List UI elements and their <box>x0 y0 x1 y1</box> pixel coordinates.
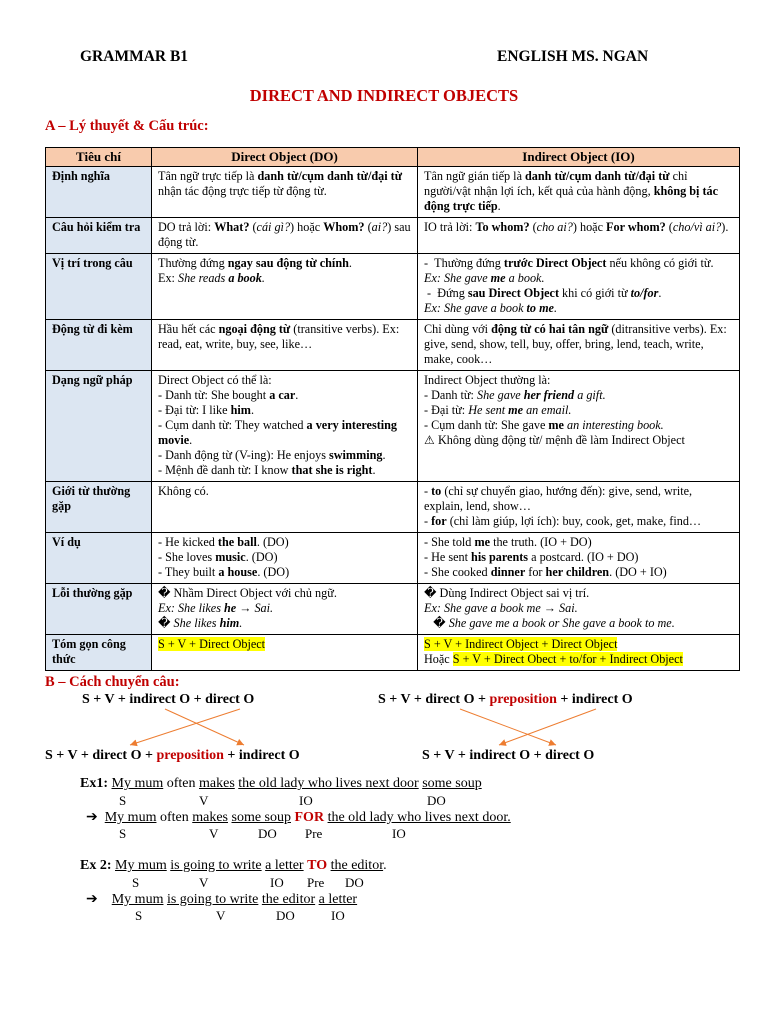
indirect-object-cell: � Dùng Indirect Object sai vị trí. Ex: She gave a book me → Sai. � She gave me a book or She gave a book to me. <box>418 584 740 635</box>
ex2-sentence: Ex 2: My mum is going to write a letter TO the editor. <box>80 858 387 873</box>
direct-object-cell: Direct Object có thể là: - Danh từ: She bought a car. - Đại từ: I like him. - Cụm danh từ: They watched a very interesting movie. - Danh động từ (V-ing): He enjoys swimming. - Mệnh đề danh từ: I know that she is right. <box>152 371 418 482</box>
ex1b-label-pre: Pre <box>305 826 323 841</box>
formula-top-left: S + V + indirect O + direct O <box>82 692 255 707</box>
row-criteria: Dạng ngữ pháp <box>46 371 152 482</box>
formula-bottom-right: S + V + indirect O + direct O <box>422 748 595 763</box>
indirect-object-cell: IO trả lời: To whom? (cho ai?) hoặc For whom? (cho/vì ai?). <box>418 218 740 254</box>
ex1-label: Ex1: <box>80 776 108 791</box>
row-criteria: Định nghĩa <box>46 167 152 218</box>
ex1-label-io: IO <box>299 793 313 808</box>
ex2b-label-do: DO <box>276 908 295 923</box>
ex2-label-pre: Pre <box>307 875 325 890</box>
direct-object-cell: � Nhầm Direct Object với chủ ngữ. Ex: She likes he → Sai. � She likes him. <box>152 584 418 635</box>
arrow-right-2 <box>499 709 596 745</box>
header-right: ENGLISH MS. NGAN <box>497 48 649 65</box>
direct-object-cell: DO trả lời: What? (cái gì?) hoặc Whom? (ai?) sau động từ. <box>152 218 418 254</box>
arrow-icon: ➔ <box>86 810 98 825</box>
indirect-object-cell: - She told me the truth. (IO + DO) - He sent his parents a postcard. (IO + DO) - She cooked dinner for her children. (DO + IO) <box>418 533 740 584</box>
formula-top-right: S + V + direct O + preposition + indirect O <box>378 692 633 707</box>
row-criteria: Ví dụ <box>46 533 152 584</box>
ex2-label-s: S <box>132 875 140 890</box>
row-criteria: Giới từ thường gặp <box>46 482 152 533</box>
ex1b-label-s: S <box>119 826 127 841</box>
header-direct-object: Direct Object (DO) <box>152 148 418 167</box>
ex1-label-do: DO <box>427 793 446 808</box>
row-criteria: Câu hỏi kiểm tra <box>46 218 152 254</box>
header-criteria: Tiêu chí <box>46 148 152 167</box>
ex2-label: Ex 2: <box>80 858 112 873</box>
direct-object-cell: - He kicked the ball. (DO) - She loves music. (DO) - They built a house. (DO) <box>152 533 418 584</box>
ex1b-label-io: IO <box>392 826 406 841</box>
indirect-object-cell: Tân ngữ gián tiếp là danh từ/cụm danh từ/đại từ chỉ người/vật nhận lợi ích, kết quả của hành động, không bị tác động trực tiếp. <box>418 167 740 218</box>
arrow-left-1 <box>165 709 244 745</box>
arrow-icon: ➔ <box>86 892 98 907</box>
indirect-object-cell: - Thường đứng trước Direct Object nếu không có giới từ. Ex: She gave me a book. - Đứng sau Direct Object khi có giới từ to/for. Ex: She gave a book to me. <box>418 254 740 320</box>
ex1-label-s: S <box>119 793 127 808</box>
header-left: GRAMMAR B1 <box>80 48 189 65</box>
row-criteria: Vị trí trong câu <box>46 254 152 320</box>
ex1-converted: ➔ My mum often makes some soup FOR the old lady who lives next door. <box>86 810 511 825</box>
formula-bottom-left: S + V + direct O + preposition + indirect O <box>45 748 300 763</box>
ex1-label-v: V <box>199 793 209 808</box>
direct-object-cell: Tân ngữ trực tiếp là danh từ/cụm danh từ/đại từ nhận tác động trực tiếp từ động từ. <box>152 167 418 218</box>
section-b-heading: B – Cách chuyển câu: <box>45 674 180 690</box>
ex2-label-do: DO <box>345 875 364 890</box>
direct-object-cell: Hầu hết các ngoại động từ (transitive verbs). Ex: read, eat, write, buy, see, like… <box>152 320 418 371</box>
direct-object-cell: Thường đứng ngay sau động từ chính. Ex: She reads a book. <box>152 254 418 320</box>
row-criteria: Lỗi thường gặp <box>46 584 152 635</box>
ex2b-label-s: S <box>135 908 143 923</box>
row-criteria: Động từ đi kèm <box>46 320 152 371</box>
ex2-converted: ➔ My mum is going to write the editor a letter <box>86 892 358 907</box>
indirect-object-cell: S + V + Indirect Object + Direct Object Hoặc S + V + Direct Obect + to/for + Indirect Object <box>418 635 740 671</box>
ex2-label-v: V <box>199 875 209 890</box>
ex1-sentence: Ex1: My mum often makes the old lady who lives next door some soup <box>80 776 482 791</box>
ex2b-label-io: IO <box>331 908 345 923</box>
ex2-label-io: IO <box>270 875 284 890</box>
indirect-object-cell: Indirect Object thường là: - Danh từ: She gave her friend a gift. - Đại từ: He sent me an email. - Cụm danh từ: She gave me an interesting book. ⚠ Không dùng động từ/ mệnh đề làm Indirect Object <box>418 371 740 482</box>
ex1b-label-v: V <box>209 826 219 841</box>
arrow-left-2 <box>130 709 240 745</box>
row-criteria: Tóm gọn công thức <box>46 635 152 671</box>
ex2b-label-v: V <box>216 908 226 923</box>
direct-object-cell: S + V + Direct Object <box>152 635 418 671</box>
indirect-object-cell: - to (chỉ sự chuyển giao, hướng đến): give, send, write, explain, lend, show… - for (chỉ làm giúp, lợi ích): buy, cook, get, make, find… <box>418 482 740 533</box>
arrow-right-1 <box>460 709 556 745</box>
page-title: DIRECT AND INDIRECT OBJECTS <box>249 86 519 105</box>
indirect-object-cell: Chỉ dùng với động từ có hai tân ngữ (ditransitive verbs). Ex: give, send, show, tell, buy, offer, bring, lend, teach, write, make, cook… <box>418 320 740 371</box>
section-a-heading: A – Lý thuyết & Cấu trúc: <box>45 118 209 134</box>
header-indirect-object: Indirect Object (IO) <box>418 148 740 167</box>
direct-object-cell: Không có. <box>152 482 418 533</box>
ex1b-label-do: DO <box>258 826 277 841</box>
